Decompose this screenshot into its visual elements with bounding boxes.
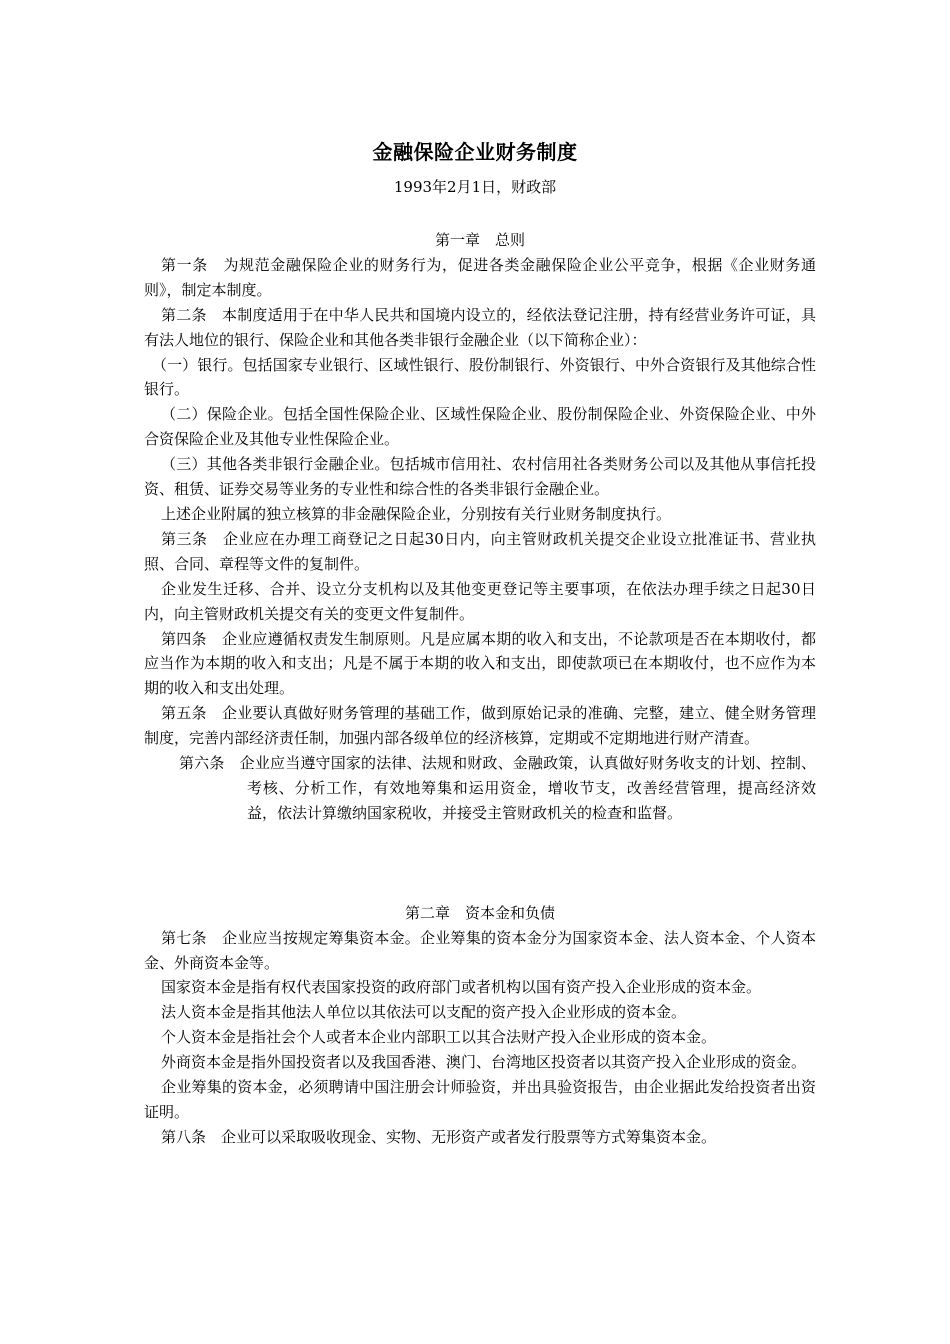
article-3: 第三条 企业应在办理工商登记之日起30日内，向主管财政机关提交企业设立批准证书、营业执照、合同、章程等文件的复制件。 xyxy=(144,529,816,573)
article-2-item-1: （一）银行。包括国家专业银行、区域性银行、股份制银行、外资银行、中外合资银行及其他综合性银行。 xyxy=(144,355,816,399)
article-8: 第八条 企业可以采取吸收现金、实物、无形资产或者发行股票等方式筹集资本金。 xyxy=(161,1127,717,1146)
article-1: 第一条 为规范金融保险企业的财务行为，促进各类金融保险企业公平竞争，根据《企业财务通则》，制定本制度。 xyxy=(144,255,816,299)
article-7-foreign-capital: 外商资本金是指外国投资者以及我国香港、澳门、台湾地区投资者以其资产投入企业形成的资金。 xyxy=(161,1053,807,1072)
section-spacer xyxy=(144,826,816,901)
chapter-1-heading: 第一章 总则 xyxy=(434,231,525,249)
article-6: 第六条 企业应当遵守国家的法律、法规和财政、金融政策，认真做好财务收支的计划、控制、考核、分析工作，有效地筹集和运用资金，增收节支，改善经营管理，提高经济效益，依法计算缴纳国家税收，并接受主管财政机关的检查和监督。 xyxy=(179,754,816,822)
article-2-note: 上述企业附属的独立核算的非金融保险企业，分别按有关行业财务制度执行。 xyxy=(161,504,672,523)
document-date-source: 1993年2月1日，财政部 xyxy=(393,178,557,196)
article-7: 第七条 企业应当按规定筹集资本金。企业筹集的资本金分为国家资本金、法人资本金、个人资本金、外商资本金等。 xyxy=(144,928,816,972)
article-7-verification: 企业筹集的资本金，必须聘请中国注册会计师验资，并出具验资报告，由企业据此发给投资者出资证明。 xyxy=(144,1078,816,1121)
article-2-item-2: （二）保险企业。包括全国性保险企业、区域性保险企业、股份制保险企业、外资保险企业、中外合资保险企业及其他专业性保险企业。 xyxy=(144,405,816,449)
document-title: 金融保险企业财务制度 xyxy=(372,140,578,164)
chapter-2-heading: 第二章 资本金和负债 xyxy=(404,903,555,922)
document-body xyxy=(144,228,816,1150)
article-5: 第五条 企业要认真做好财务管理的基础工作，做到原始记录的准确、完整，建立、健全财务管理制度，完善内部经济责任制，加强内部各级单位的经济核算，定期或不定期地进行财产清查。 xyxy=(144,704,816,748)
article-2: 第二条 本制度适用于在中华人民共和国境内设立的，经依法登记注册，持有经营业务许可证，具有法人地位的银行、保险企业和其他各类非银行金融企业（以下简称企业）： xyxy=(144,305,816,349)
article-7-legal-person-capital: 法人资本金是指其他法人单位以其依法可以支配的资产投入企业形成的资本金。 xyxy=(161,1003,687,1022)
article-2-item-3: （三）其他各类非银行金融企业。包括城市信用社、农村信用社各类财务公司以及其他从事信托投资、租赁、证券交易等业务的专业性和综合性的各类非银行金融企业。 xyxy=(144,455,816,499)
article-7-state-capital: 国家资本金是指有权代表国家投资的政府部门或者机构以国有资产投入企业形成的资本金。 xyxy=(161,978,762,997)
article-3-paragraph-2: 企业发生迁移、合并、设立分支机构以及其他变更登记等主要事项，在依法办理手续之日起30日内，向主管财政机关提交有关的变更文件复制件。 xyxy=(144,579,816,623)
article-7-personal-capital: 个人资本金是指社会个人或者本企业内部职工以其合法财产投入企业形成的资本金。 xyxy=(161,1028,717,1047)
article-4: 第四条 企业应遵循权责发生制原则。凡是应属本期的收入和支出，不论款项是否在本期收付，都应当作为本期的收入和支出；凡是不属于本期的收入和支出，即使款项已在本期收付，也不应作为本期的收入和支出处理。 xyxy=(144,629,816,698)
